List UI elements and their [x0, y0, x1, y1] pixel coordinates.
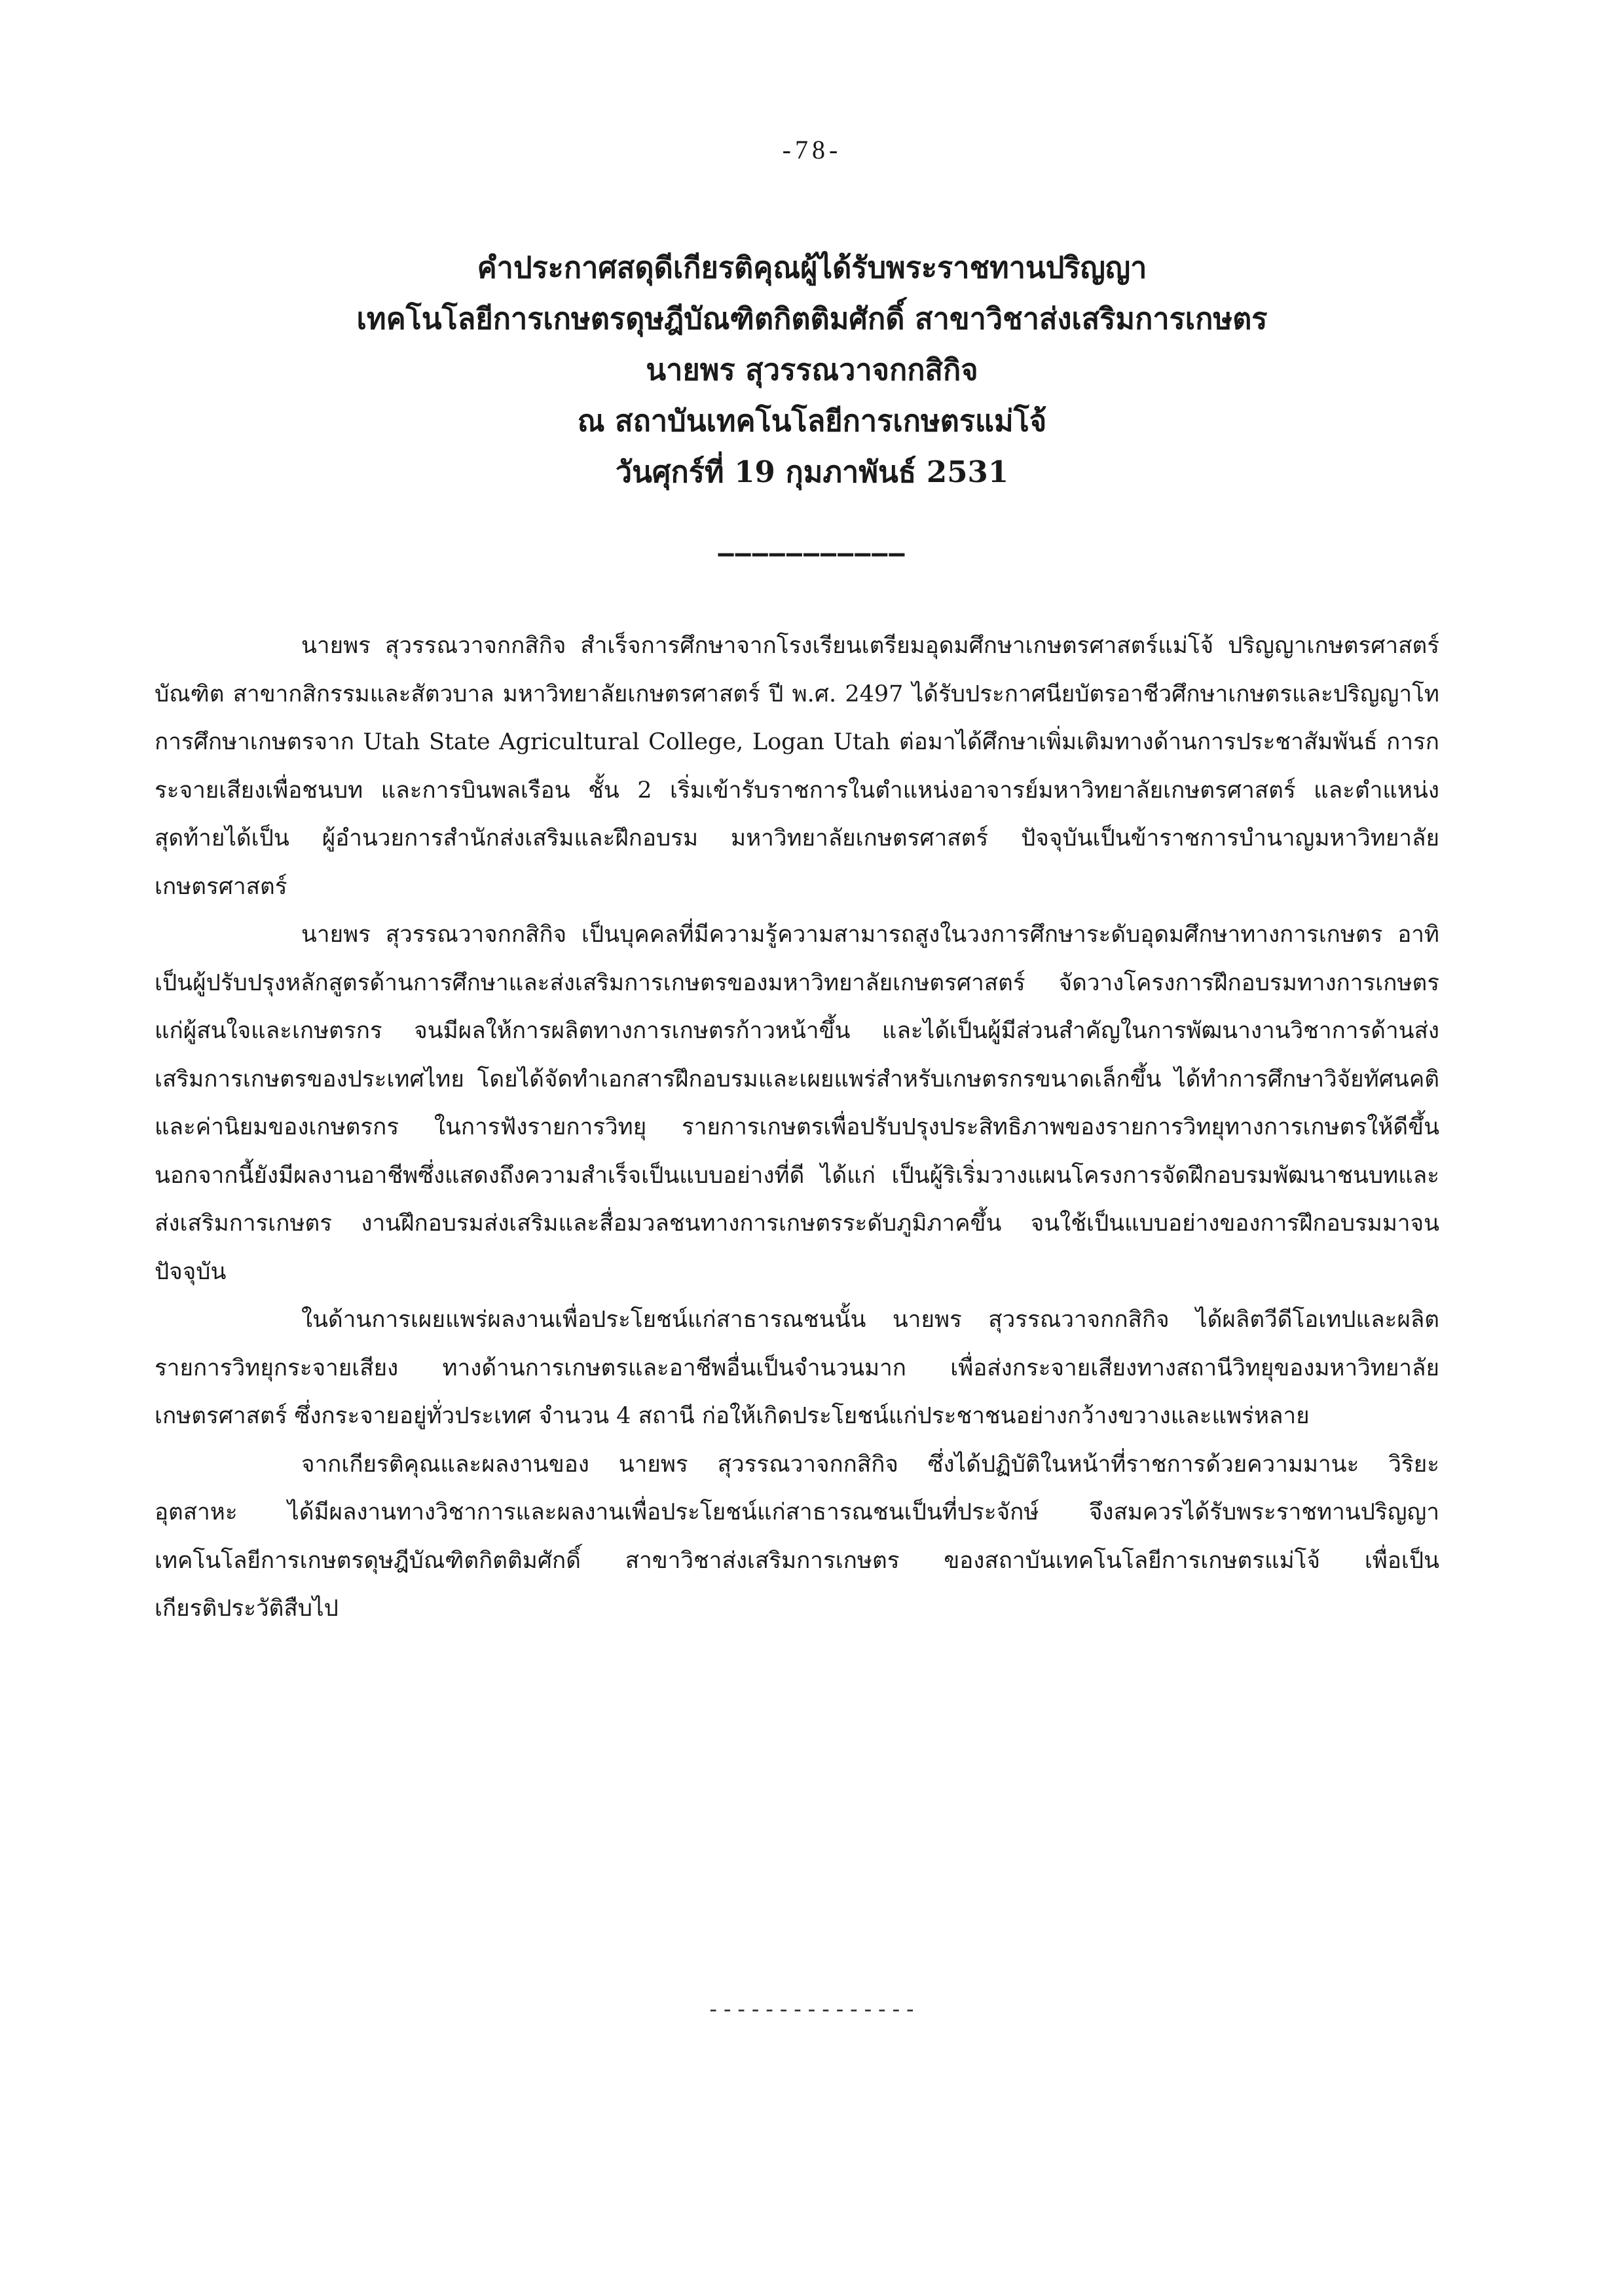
paragraph-public-service: ในด้านการเผยแพร่ผลงานเพื่อประโยชน์แก่สาธารณชนนั้น นายพร สุวรรณวาจกกสิกิจ ได้ผลิตวีดีโอเทปและผลิตรายการวิทยุกระจายเสียง ทางด้านการเกษตรและอาชีพอื่นเป็นจำนวนมาก เพื่อส่งกระจายเสียงทางสถานีวิทยุของมหาวิทยาลัยเกษตรศาสตร์ ซึ่งกระจายอยู่ทั่วประเทศ จำนวน 4 สถานี ก่อให้เกิดประโยชน์แก่ประชาชนอย่างกว้างขวางและแพร่หลาย: [155, 1307, 1439, 1429]
page-number: -78-: [782, 135, 842, 164]
document-title: [0, 242, 1624, 498]
paragraph-achievements: นายพร สุวรรณวาจกกสิกิจ เป็นบุคคลที่มีความรู้ความสามารถสูงในวงการศึกษาระดับอุดมศึกษาทางการเกษตร อาทิ เป็นผู้ปรับปรุงหลักสูตรด้านการศึกษาและส่งเสริมการเกษตรของมหาวิทยาลัยเกษตรศาสตร์ จัดวางโครงการฝึกอบรมทางการเกษตรแก่ผู้สนใจและเกษตรกร จนมีผลให้การผลิตทางการเกษตรก้าวหน้าขึ้น และได้เป็นผู้มีส่วนสำคัญในการพัฒนางานวิชาการด้านส่งเสริมการเกษตรของประเทศไทย โดยได้จัดทำเอกสารฝึกอบรมและเผยแพร่สำหรับเกษตรกรขนาดเล็กขึ้น ได้ทำการศึกษาวิจัยทัศนคติและค่านิยมของเกษตรกร ในการฟังรายการวิทยุ รายการเกษตรเพื่อปรับปรุงประสิทธิภาพของรายการวิทยุทางการเกษตรให้ดีขึ้น นอกจากนี้ยังมีผลงานอาชีพซึ่งแสดงถึงความสำเร็จเป็นแบบอย่างที่ดี ได้แก่ เป็นผู้ริเริ่มวางแผนโครงการจัดฝึกอบรมพัฒนาชนบทและส่งเสริมการเกษตร งานฝึกอบรมส่งเสริมและสื่อมวลชนทางการเกษตรระดับภูมิภาคขึ้น จนใช้เป็นแบบอย่างของการฝึกอบรมมาจนปัจจุบัน: [155, 922, 1439, 1285]
title-line-3-honoree: นายพร สุวรรณวาจกกสิกิจ: [646, 352, 978, 387]
title-line-2: เทคโนโลยีการเกษตรดุษฎีบัณฑิตกิตติมศักดิ์ สาขาวิชาส่งเสริมการเกษตร: [356, 301, 1268, 336]
document-body: [155, 622, 1439, 1633]
title-divider: ———————————: [718, 538, 906, 569]
end-divider: ---------------: [706, 1996, 918, 2023]
title-line-5-date: วันศุกร์ที่ 19 กุมภาพันธ์ 2531: [615, 455, 1009, 489]
paragraph-conclusion: จากเกียรติคุณและผลงานของ นายพร สุวรรณวาจกกสิกิจ ซึ่งได้ปฏิบัติในหน้าที่ราชการด้วยความมานะ วิริยะ อุตสาหะ ได้มีผลงานทางวิชาการและผลงานเพื่อประโยชน์แก่สาธารณชนเป็นที่ประจักษ์ จึงสมควรได้รับพระราชทานปริญญาเทคโนโลยีการเกษตรดุษฎีบัณฑิตกิตติมศักดิ์ สาขาวิชาส่งเสริมการเกษตร ของสถาบันเทคโนโลยีการเกษตรแม่โจ้ เพื่อเป็นเกียรติประวัติสืบไป: [155, 1451, 1439, 1622]
paragraph-education-career: นายพร สุวรรณวาจกกสิกิจ สำเร็จการศึกษาจากโรงเรียนเตรียมอุดมศึกษาเกษตรศาสตร์แม่โจ้ ปริญญาเกษตรศาสตร์บัณฑิต สาขากสิกรรมและสัตวบาล มหาวิทยาลัยเกษตรศาสตร์ ปี พ.ศ. 2497 ได้รับประกาศนียบัตรอาชีวศึกษาเกษตรและปริญญาโทการศึกษาเกษตรจาก Utah State Agricultural College, Logan Utah ต่อมาได้ศึกษาเพิ่มเติมทางด้านการประชาสัมพันธ์ การกระจายเสียงเพื่อชนบท และการบินพลเรือน ชั้น 2 เริ่มเข้ารับราชการในตำแหน่งอาจารย์มหาวิทยาลัยเกษตรศาสตร์ และตำแหน่งสุดท้ายได้เป็น ผู้อำนวยการสำนักส่งเสริมและฝึกอบรม มหาวิทยาลัยเกษตรศาสตร์ ปัจจุบันเป็นข้าราชการบำนาญมหาวิทยาลัยเกษตรศาสตร์: [155, 633, 1439, 900]
title-line-1: คำประกาศสดุดีเกียรติคุณผู้ได้รับพระราชทานปริญญา: [477, 250, 1147, 285]
title-line-4-institution: ณ สถาบันเทคโนโลยีการเกษตรแม่โจ้: [577, 403, 1047, 438]
